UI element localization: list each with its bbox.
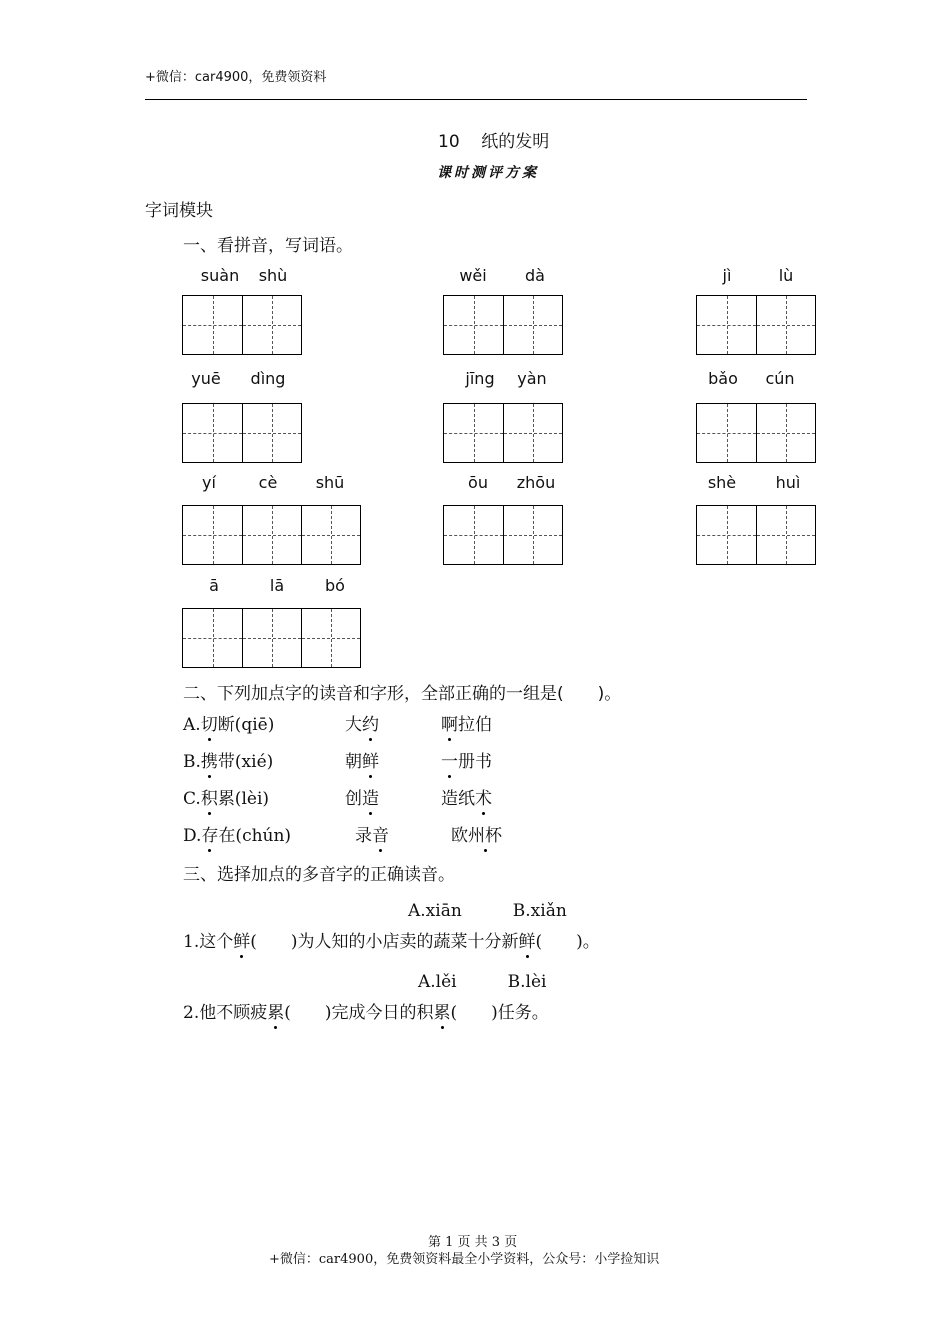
pinyin: jīng [465, 369, 495, 388]
pinyin: suàn [200, 266, 240, 285]
pinyin: ōu [468, 473, 488, 492]
footer-text: +微信：car4900，免费领资料最全小学资料，公众号：小学捡知识 [269, 1252, 660, 1267]
pinyin: yí [202, 473, 216, 492]
option-c[interactable] [183, 784, 269, 809]
option-b-word3: 一册书 [441, 752, 492, 772]
question-2-title: 二、下列加点字的读音和字形，全部正确的一组是( )。 [183, 684, 622, 704]
pinyin: zhōu [516, 473, 556, 492]
dotted-char: 切 [200, 715, 218, 735]
option-b[interactable] [183, 747, 273, 772]
writing-boxes[interactable] [443, 505, 563, 565]
option-b-word2: 朝鲜 [345, 752, 379, 772]
q3-s1-options: A.xiān B.xiǎn [408, 901, 567, 921]
q3-sentence-1: 1.这个鲜( )为人知的小店卖的蔬菜十分新鲜( )。 [183, 932, 600, 952]
dotted-char: 一 [441, 752, 458, 772]
dotted-char: 鲜 [518, 932, 536, 952]
question-1-title: 一、看拼音，写词语。 [183, 236, 353, 256]
writing-boxes[interactable] [696, 403, 816, 463]
writing-boxes[interactable] [443, 295, 563, 355]
option-label: D. [183, 826, 202, 846]
option-a[interactable] [183, 710, 274, 735]
dotted-char: 鲜 [233, 932, 251, 952]
page-number: 第 1 页 共 3 页 [428, 1235, 518, 1250]
q3-s2-options: A.lěi B.lèi [418, 972, 547, 992]
option-word: 在(chún) [218, 826, 292, 846]
option-d-word3: 欧州杯 [451, 826, 502, 846]
pinyin: wěi [459, 266, 487, 285]
option-c-word2: 创造 [345, 789, 379, 809]
dotted-char: 存 [201, 826, 219, 846]
page-subtitle: 课时测评方案 [437, 165, 539, 181]
pinyin: shè [707, 473, 737, 492]
pinyin: shū [315, 473, 345, 492]
dotted-char: 啊 [441, 715, 458, 735]
pinyin: dìng [250, 369, 286, 388]
page-title [438, 127, 549, 152]
dotted-char: 鲜 [362, 752, 379, 772]
header-text: +微信：car4900，免费领资料 [145, 70, 327, 85]
dotted-char: 累 [433, 1003, 451, 1023]
dotted-char: 携 [200, 752, 218, 772]
option-d-word2: 录音 [355, 826, 389, 846]
question-3-title: 三、选择加点的多音字的正确读音。 [183, 865, 455, 885]
pinyin: yàn [517, 369, 547, 388]
writing-boxes[interactable] [182, 403, 302, 463]
writing-boxes[interactable] [696, 295, 816, 355]
dotted-char: 积 [200, 789, 218, 809]
option-label: C. [183, 789, 201, 809]
option-word: 累(lèi) [217, 789, 270, 809]
option-label: B. [183, 752, 201, 772]
pinyin: lù [778, 266, 794, 285]
pinyin: cún [765, 369, 795, 388]
dotted-char: 术 [475, 789, 492, 809]
dotted-char: 约 [362, 715, 379, 735]
pinyin: bǎo [708, 369, 738, 388]
option-word: 带(xié) [217, 752, 274, 772]
lesson-title: 纸的发明 [481, 132, 550, 152]
option-a-word3: 啊拉伯 [441, 715, 492, 735]
writing-boxes[interactable] [182, 505, 361, 565]
pinyin: dà [525, 266, 545, 285]
pinyin: yuē [191, 369, 221, 388]
option-label: A. [183, 715, 201, 735]
option-d[interactable] [183, 821, 291, 846]
pinyin: lā [269, 576, 285, 595]
pinyin: jì [722, 266, 732, 285]
writing-boxes[interactable] [696, 505, 816, 565]
dotted-char: 音 [372, 826, 389, 846]
writing-boxes[interactable] [443, 403, 563, 463]
pinyin: bó [325, 576, 345, 595]
header-rule [145, 99, 807, 100]
pinyin: shù [258, 266, 288, 285]
dotted-char: 累 [267, 1003, 285, 1023]
writing-boxes[interactable] [182, 295, 302, 355]
pinyin: ā [209, 576, 219, 595]
pinyin: huì [775, 473, 801, 492]
dotted-char: 造 [362, 789, 379, 809]
q3-sentence-2: 2.他不顾疲累( )完成今日的积累( )任务。 [183, 1003, 549, 1023]
option-word: 断(qiē) [217, 715, 275, 735]
option-c-word3: 造纸术 [441, 789, 492, 809]
section-heading: 字词模块 [145, 201, 213, 221]
dotted-char: 州杯 [468, 826, 502, 846]
pinyin: cè [258, 473, 278, 492]
writing-boxes[interactable] [182, 608, 361, 668]
lesson-number: 10 [438, 132, 460, 152]
option-a-word2: 大约 [345, 715, 379, 735]
